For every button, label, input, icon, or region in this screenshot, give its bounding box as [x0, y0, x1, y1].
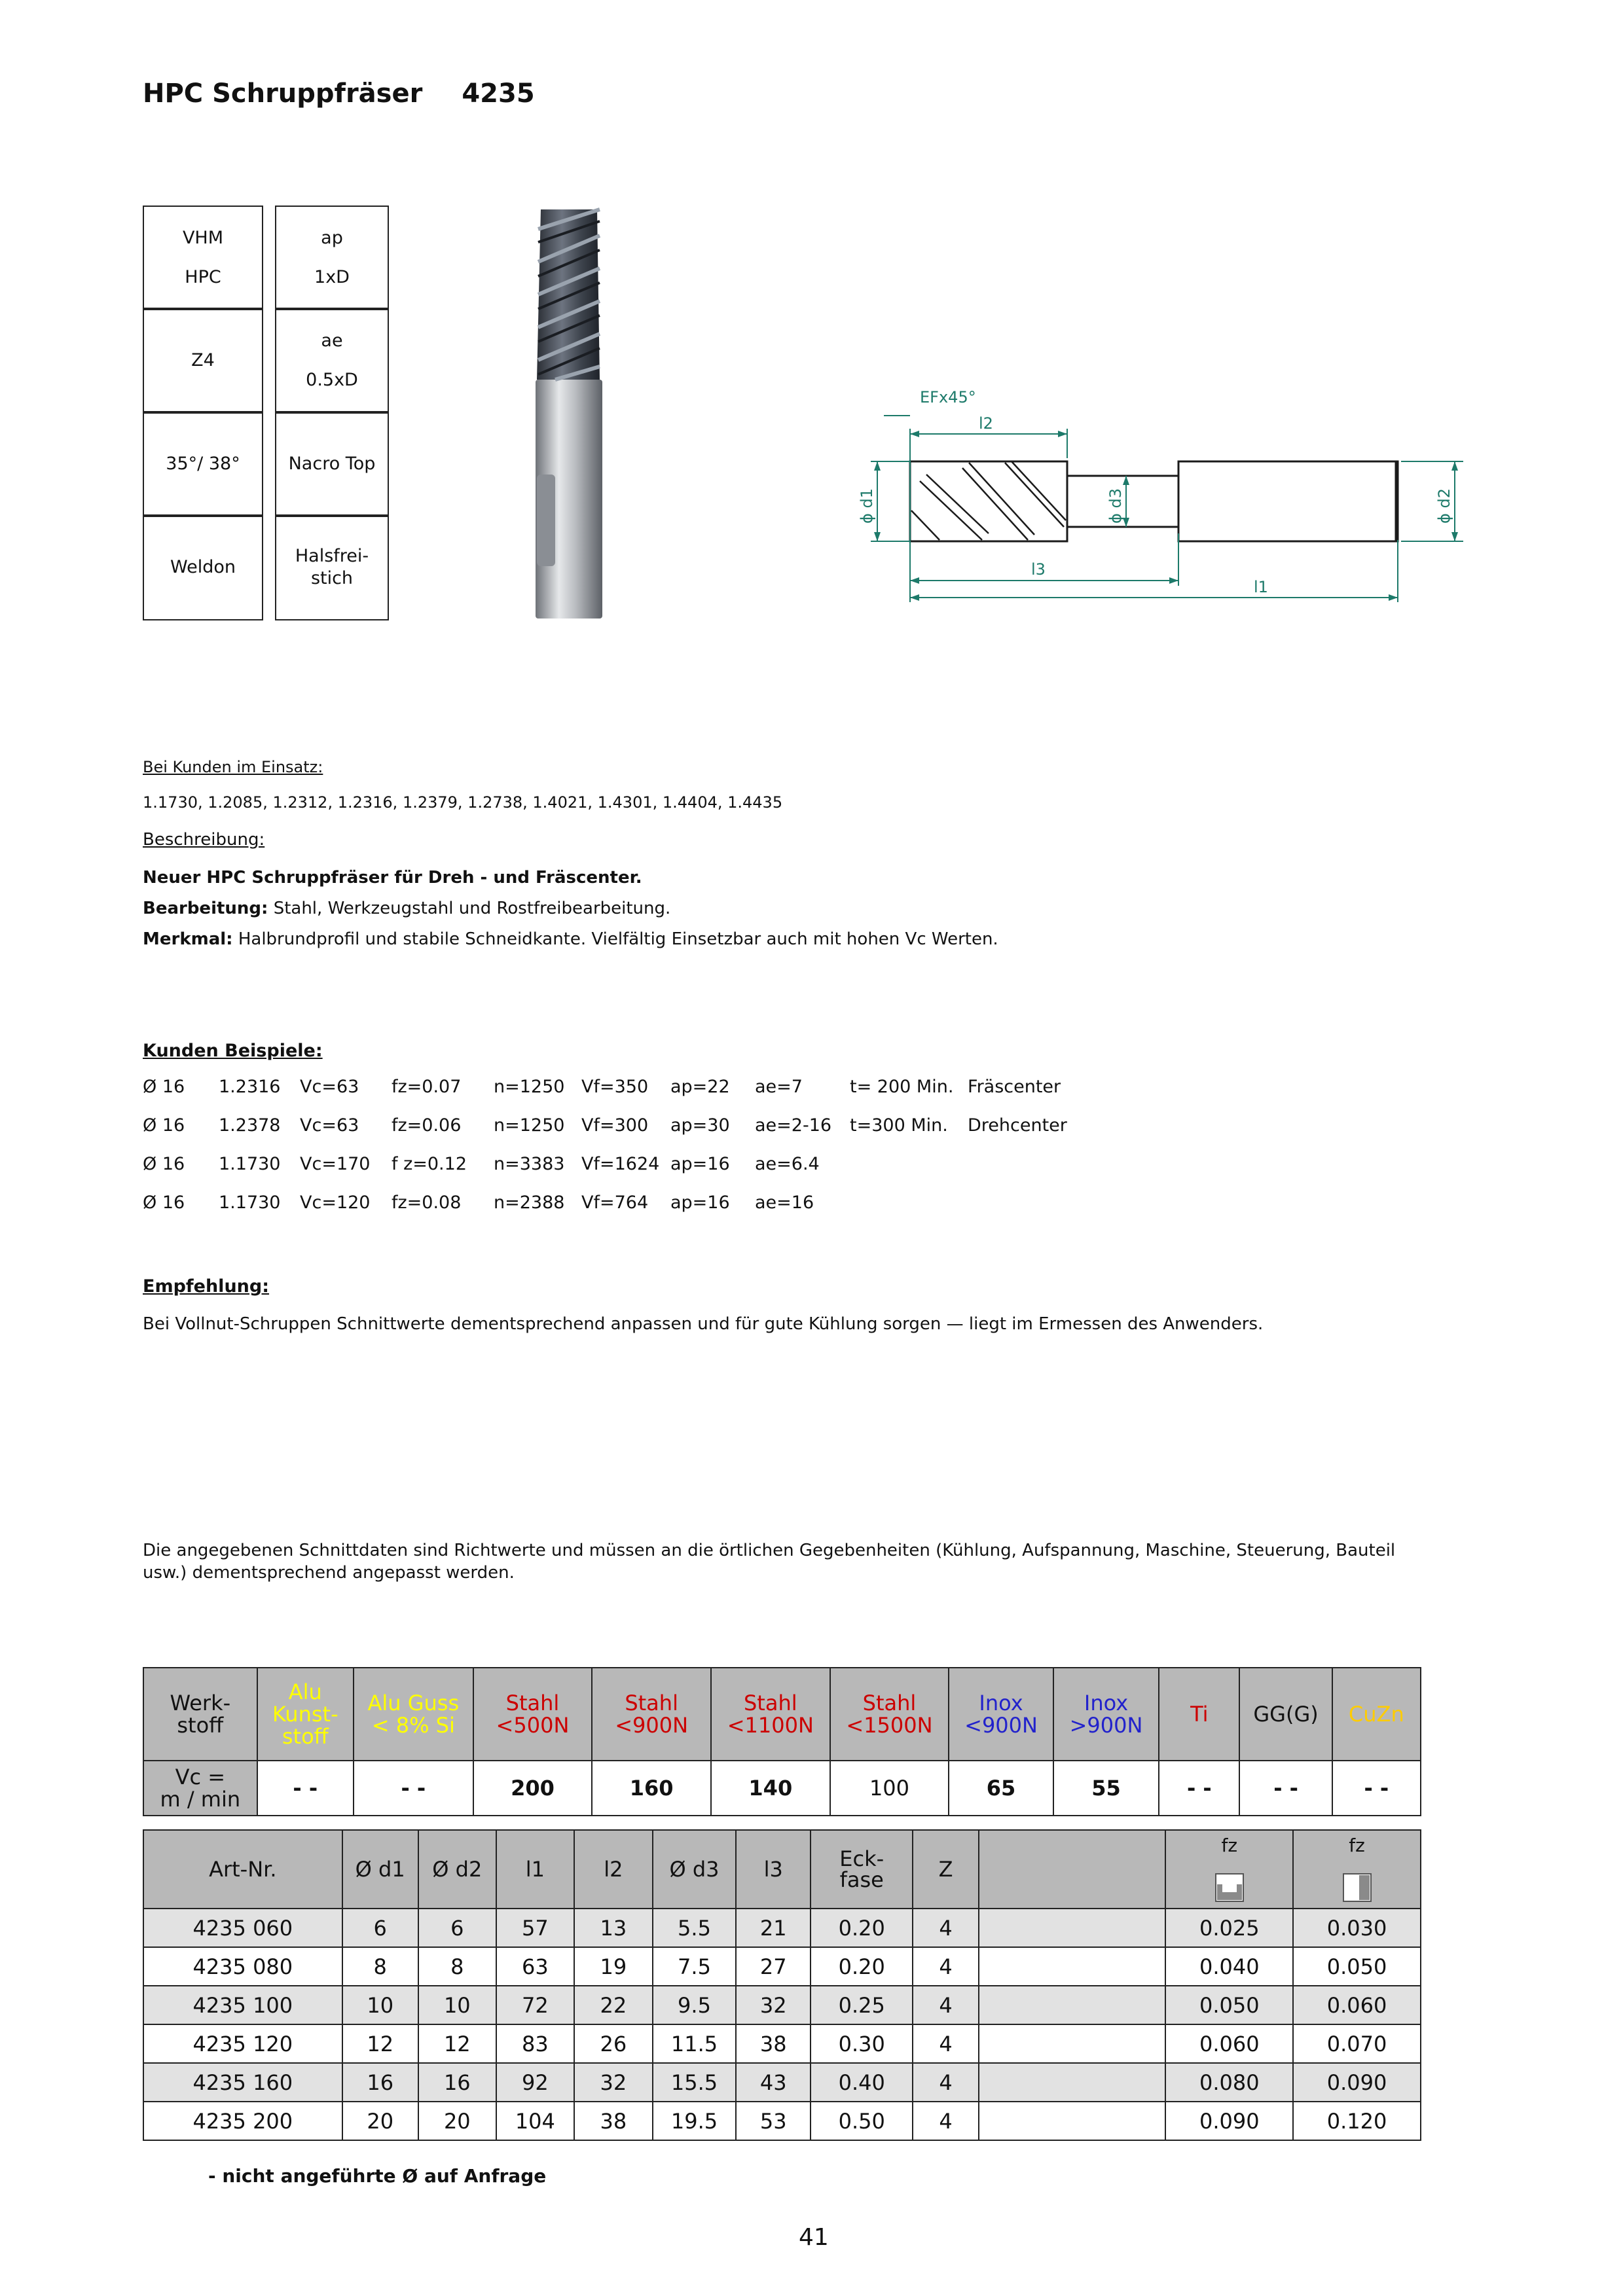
- material-header-line: Alu: [288, 1679, 322, 1704]
- table-row: [143, 2063, 1421, 2102]
- table-cell: 0.030: [1293, 1909, 1421, 1947]
- example-cell: Vc=120: [300, 1193, 371, 1213]
- table-cell: 19: [574, 1947, 653, 1986]
- example-cell: t=300 Min.: [850, 1115, 948, 1136]
- table-cell: 19.5: [653, 2102, 736, 2140]
- table-cell: 0.50: [811, 2102, 913, 2140]
- example-cell: ae=2-16: [755, 1115, 832, 1136]
- dim-header-line: l2: [604, 1857, 623, 1882]
- row-label-line2: stoff: [177, 1713, 224, 1738]
- table-cell: 7.5: [653, 1947, 736, 1986]
- example-cell: Drehcenter: [968, 1115, 1067, 1136]
- table-row: [143, 2024, 1421, 2063]
- dim-header: [979, 1830, 1165, 1909]
- example-cell: Fräscenter: [968, 1077, 1061, 1097]
- dim-header: [1165, 1830, 1293, 1909]
- table-row: [143, 1986, 1421, 2024]
- spec-teeth-value: Z4: [191, 350, 215, 370]
- description-bearbeitung: [143, 899, 670, 918]
- table-cell: 92: [496, 2063, 574, 2102]
- vc-value: 140: [711, 1761, 830, 1816]
- dim-header-line: l1: [525, 1857, 545, 1882]
- example-cell: Vc=63: [300, 1115, 359, 1136]
- table-cell: 0.090: [1165, 2102, 1293, 2140]
- example-cell: Vc=170: [300, 1154, 371, 1174]
- dimensions-table: [143, 1829, 1421, 2141]
- table-cell: 83: [496, 2024, 574, 2063]
- footnote: - nicht angeführte Ø auf Anfrage: [208, 2165, 547, 2187]
- table-cell: [979, 1947, 1165, 1986]
- example-cell: 1.2316: [219, 1077, 281, 1097]
- table-cell: 6: [342, 1909, 418, 1947]
- dim-header: [811, 1830, 913, 1909]
- example-cell: Vc=63: [300, 1077, 359, 1097]
- l3-label: l3: [1031, 560, 1046, 579]
- example-cell: Ø 16: [143, 1115, 185, 1136]
- table-cell: 26: [574, 2024, 653, 2063]
- example-cell: fz=0.07: [392, 1077, 462, 1097]
- example-cell: fz=0.06: [392, 1115, 462, 1136]
- side-milling-icon: [1342, 1873, 1372, 1903]
- material-header-line: Ti: [1190, 1702, 1209, 1727]
- material-header-line: Stahl: [505, 1691, 560, 1715]
- fz-label: fz: [1221, 1835, 1238, 1856]
- material-header-line: Inox: [979, 1691, 1023, 1715]
- table-cell: 0.025: [1165, 1909, 1293, 1947]
- vc-value: - -: [257, 1761, 354, 1816]
- table-cell: 32: [574, 2063, 653, 2102]
- example-cell: fz=0.08: [392, 1193, 462, 1213]
- example-cell: 1.1730: [219, 1154, 281, 1174]
- material-header-line: <1500N: [846, 1713, 933, 1738]
- spec-shank-value: Weldon: [170, 557, 236, 577]
- example-cell: t= 200 Min.: [850, 1077, 954, 1097]
- vc-row-label: [143, 1761, 257, 1816]
- table-cell: 0.050: [1165, 1986, 1293, 2024]
- example-cell: n=2388: [494, 1193, 565, 1213]
- material-header-line: GG(G): [1253, 1702, 1319, 1727]
- table-cell: 104: [496, 2102, 574, 2140]
- example-cell: Vf=1624: [581, 1154, 660, 1174]
- material-header-line: Stahl: [625, 1691, 678, 1715]
- table-row: [143, 1909, 1421, 1947]
- table-cell: 63: [496, 1947, 574, 1986]
- material-header: [354, 1668, 473, 1761]
- material-header-line: stoff: [282, 1724, 329, 1749]
- spec-helix-value: 35°/ 38°: [166, 454, 240, 474]
- spec-material: [143, 206, 263, 310]
- example-cell: ae=16: [755, 1193, 814, 1213]
- vc-label-line1: Vc =: [175, 1765, 226, 1789]
- example-cell: Vf=764: [581, 1193, 649, 1213]
- vc-value: - -: [1332, 1761, 1421, 1816]
- vc-value: 100: [830, 1761, 949, 1816]
- material-header: [1053, 1668, 1159, 1761]
- example-cell: ae=6.4: [755, 1154, 820, 1174]
- page-title: [143, 79, 535, 109]
- example-cell: ap=22: [670, 1077, 730, 1097]
- merkmal-label: Merkmal:: [143, 929, 233, 949]
- table-cell: 38: [574, 2102, 653, 2140]
- l1-label: l1: [1254, 578, 1268, 596]
- table-cell: 8: [418, 1947, 496, 1986]
- table-cell: 43: [736, 2063, 811, 2102]
- table-cell: 10: [342, 1986, 418, 2024]
- spec-ap-line1: ap: [321, 228, 343, 248]
- dim-header: [1293, 1830, 1421, 1909]
- dim-header: [496, 1830, 574, 1909]
- d1-label: ϕ d1: [858, 488, 876, 524]
- table-cell: 6: [418, 1909, 496, 1947]
- material-header: [473, 1668, 593, 1761]
- table-cell: 0.070: [1293, 2024, 1421, 2063]
- dim-header-line: Ø d1: [355, 1857, 405, 1882]
- table-cell: 0.040: [1165, 1947, 1293, 1986]
- spec-ae-line1: ae: [321, 331, 343, 351]
- table-cell: 5.5: [653, 1909, 736, 1947]
- dim-header: [653, 1830, 736, 1909]
- page-number: 41: [799, 2224, 829, 2251]
- dim-header-line: l3: [763, 1857, 783, 1882]
- material-header-line: Kunst-: [272, 1702, 338, 1727]
- table-cell: 4235 200: [143, 2102, 342, 2140]
- table-cell: 0.090: [1293, 2063, 1421, 2102]
- fz-label: fz: [1349, 1835, 1365, 1856]
- recommendation-label: Empfehlung:: [143, 1276, 270, 1297]
- material-header: [1239, 1668, 1332, 1761]
- dim-header-line: Art-Nr.: [209, 1857, 277, 1882]
- example-cell: Ø 16: [143, 1077, 185, 1097]
- vc-value: - -: [354, 1761, 473, 1816]
- material-header-line: <1100N: [727, 1713, 814, 1738]
- example-cell: ap=16: [670, 1193, 730, 1213]
- table-cell: 53: [736, 2102, 811, 2140]
- description-headline: Neuer HPC Schruppfräser für Dreh - und Fräscenter.: [143, 868, 642, 888]
- table-cell: [979, 2102, 1165, 2140]
- vc-value: 160: [592, 1761, 711, 1816]
- material-header: [1332, 1668, 1421, 1761]
- table-cell: 4: [913, 2102, 979, 2140]
- end-mill-image: [529, 203, 609, 622]
- example-cell: Ø 16: [143, 1193, 185, 1213]
- dim-header: [736, 1830, 811, 1909]
- examples-label: Kunden Beispiele:: [143, 1041, 323, 1061]
- table-cell: 0.25: [811, 1986, 913, 2024]
- dim-header: [418, 1830, 496, 1909]
- table-cell: 0.30: [811, 2024, 913, 2063]
- material-header-line: Stahl: [862, 1691, 917, 1715]
- spec-neck: [275, 514, 389, 620]
- spec-material-line1: VHM: [182, 228, 224, 248]
- bearbeitung-text: Stahl, Werkzeugstahl und Rostfreibearbeitung.: [268, 899, 671, 918]
- spec-ap: [275, 206, 389, 310]
- material-header-line: <900N: [615, 1713, 689, 1738]
- table-cell: 38: [736, 2024, 811, 2063]
- vc-value: - -: [1159, 1761, 1239, 1816]
- table-cell: 9.5: [653, 1986, 736, 2024]
- material-header-line: < 8% Si: [371, 1713, 455, 1738]
- table-cell: 12: [418, 2024, 496, 2063]
- table-cell: 16: [418, 2063, 496, 2102]
- usage-label: Bei Kunden im Einsatz:: [143, 758, 323, 776]
- table-cell: [979, 1986, 1165, 2024]
- table-cell: 4: [913, 2063, 979, 2102]
- table-cell: 0.120: [1293, 2102, 1421, 2140]
- spec-coating-value: Nacro Top: [288, 454, 376, 474]
- vc-value: 200: [473, 1761, 593, 1816]
- table-row: [143, 1947, 1421, 1986]
- table-cell: 0.060: [1165, 2024, 1293, 2063]
- vc-value: 65: [949, 1761, 1053, 1816]
- table-cell: [979, 2063, 1165, 2102]
- example-cell: 1.2378: [219, 1115, 281, 1136]
- spec-ae-line2: 0.5xD: [306, 370, 358, 390]
- table-cell: 10: [418, 1986, 496, 2024]
- recommendation-text: Bei Vollnut-Schruppen Schnittwerte dementsprechend anpassen und für gute Kühlung sorgen — liegt im Ermessen des Anwenders.: [143, 1314, 1264, 1334]
- table-cell: 4: [913, 1909, 979, 1947]
- table-cell: 4: [913, 1986, 979, 2024]
- d2-label: ϕ d2: [1435, 488, 1453, 524]
- material-header: [257, 1668, 354, 1761]
- example-cell: ae=7: [755, 1077, 803, 1097]
- table-cell: [979, 1909, 1165, 1947]
- disclaimer-line2: usw.) dementsprechend angepasst werden.: [143, 1563, 515, 1583]
- table-cell: 20: [342, 2102, 418, 2140]
- d3-label: ϕ d3: [1106, 488, 1125, 524]
- table-cell: 4: [913, 2024, 979, 2063]
- spec-neck-line1: Halsfrei-: [295, 546, 369, 566]
- material-header-line: >900N: [1069, 1713, 1143, 1738]
- material-header: [592, 1668, 711, 1761]
- ef-label: EFx45°: [920, 388, 976, 406]
- description-label: Beschreibung:: [143, 830, 265, 850]
- table-cell: 21: [736, 1909, 811, 1947]
- spec-material-line2: HPC: [185, 267, 221, 287]
- example-cell: 1.1730: [219, 1193, 281, 1213]
- bearbeitung-label: Bearbeitung:: [143, 899, 268, 918]
- article-number: 4235: [462, 79, 535, 109]
- vc-label-line2: m / min: [160, 1787, 241, 1812]
- table-cell: 13: [574, 1909, 653, 1947]
- dim-header: [574, 1830, 653, 1909]
- title-text: HPC Schruppfräser: [143, 79, 423, 109]
- material-header: [830, 1668, 949, 1761]
- table-cell: 32: [736, 1986, 811, 2024]
- table-cell: 11.5: [653, 2024, 736, 2063]
- example-cell: Ø 16: [143, 1154, 185, 1174]
- dim-header-line: Ø d3: [669, 1857, 720, 1882]
- spec-coating: [275, 411, 389, 517]
- table-cell: 15.5: [653, 2063, 736, 2102]
- table-cell: 27: [736, 1947, 811, 1986]
- material-row-label: [143, 1668, 257, 1761]
- description-merkmal: [143, 929, 998, 949]
- dim-header: [342, 1830, 418, 1909]
- material-header-line: Inox: [1084, 1691, 1129, 1715]
- example-cell: Vf=300: [581, 1115, 649, 1136]
- example-cell: n=1250: [494, 1077, 565, 1097]
- material-header: [1159, 1668, 1239, 1761]
- spec-teeth: [143, 308, 263, 414]
- table-cell: 4235 160: [143, 2063, 342, 2102]
- table-cell: 12: [342, 2024, 418, 2063]
- example-cell: ap=16: [670, 1154, 730, 1174]
- dim-header-line: Ø d2: [432, 1857, 483, 1882]
- material-header: [949, 1668, 1053, 1761]
- table-cell: 0.080: [1165, 2063, 1293, 2102]
- table-cell: 4235 120: [143, 2024, 342, 2063]
- dim-header-line: Z: [938, 1857, 953, 1882]
- table-cell: 0.050: [1293, 1947, 1421, 1986]
- spec-ap-line2: 1xD: [314, 267, 350, 287]
- table-cell: 0.060: [1293, 1986, 1421, 2024]
- cutting-speed-table: [143, 1667, 1421, 1816]
- table-cell: 4235 060: [143, 1909, 342, 1947]
- example-cell: Vf=350: [581, 1077, 649, 1097]
- vc-value: 55: [1053, 1761, 1159, 1816]
- table-cell: 20: [418, 2102, 496, 2140]
- dim-header-line: fase: [839, 1867, 884, 1892]
- table-cell: 0.20: [811, 1909, 913, 1947]
- dim-header-line: Eck-: [839, 1846, 884, 1871]
- example-cell: n=3383: [494, 1154, 565, 1174]
- spec-shank: [143, 514, 263, 620]
- table-cell: 0.40: [811, 2063, 913, 2102]
- table-cell: [979, 2024, 1165, 2063]
- dim-header: [913, 1830, 979, 1909]
- table-cell: 72: [496, 1986, 574, 2024]
- table-cell: 4: [913, 1947, 979, 1986]
- slot-milling-icon: [1214, 1873, 1245, 1903]
- usage-materials: 1.1730, 1.2085, 1.2312, 1.2316, 1.2379, 1.2738, 1.4021, 1.4301, 1.4404, 1.4435: [143, 793, 783, 812]
- table-cell: 0.20: [811, 1947, 913, 1986]
- row-label-line1: Werk-: [170, 1691, 231, 1715]
- spec-neck-line2: stich: [310, 568, 354, 588]
- table-row: [143, 2102, 1421, 2140]
- table-cell: 4235 080: [143, 1947, 342, 1986]
- vc-value: - -: [1239, 1761, 1332, 1816]
- material-header-line: <500N: [496, 1713, 570, 1738]
- l2-label: l2: [979, 414, 993, 433]
- table-cell: 8: [342, 1947, 418, 1986]
- example-cell: f z=0.12: [392, 1154, 467, 1174]
- material-header-line: <900N: [964, 1713, 1038, 1738]
- example-cell: ap=30: [670, 1115, 730, 1136]
- technical-drawing: [831, 376, 1486, 612]
- spec-helix: [143, 411, 263, 517]
- table-cell: 4235 100: [143, 1986, 342, 2024]
- example-cell: n=1250: [494, 1115, 565, 1136]
- material-header-line: CuZn: [1348, 1702, 1404, 1727]
- material-header: [711, 1668, 830, 1761]
- merkmal-text: Halbrundprofil und stabile Schneidkante. Vielfältig Einsetzbar auch mit hohen Vc Werten.: [232, 929, 998, 949]
- dim-header: [143, 1830, 342, 1909]
- table-cell: 16: [342, 2063, 418, 2102]
- table-cell: 22: [574, 1986, 653, 2024]
- table-cell: 57: [496, 1909, 574, 1947]
- spec-ae: [275, 308, 389, 414]
- disclaimer-line1: Die angegebenen Schnittdaten sind Richtwerte und müssen an die örtlichen Gegebenheiten (Kühlung, Aufspannung, Maschine, Steuerung, Bauteil: [143, 1541, 1396, 1560]
- material-header-line: Stahl: [743, 1691, 797, 1715]
- material-header-line: Alu Guss: [367, 1691, 460, 1715]
